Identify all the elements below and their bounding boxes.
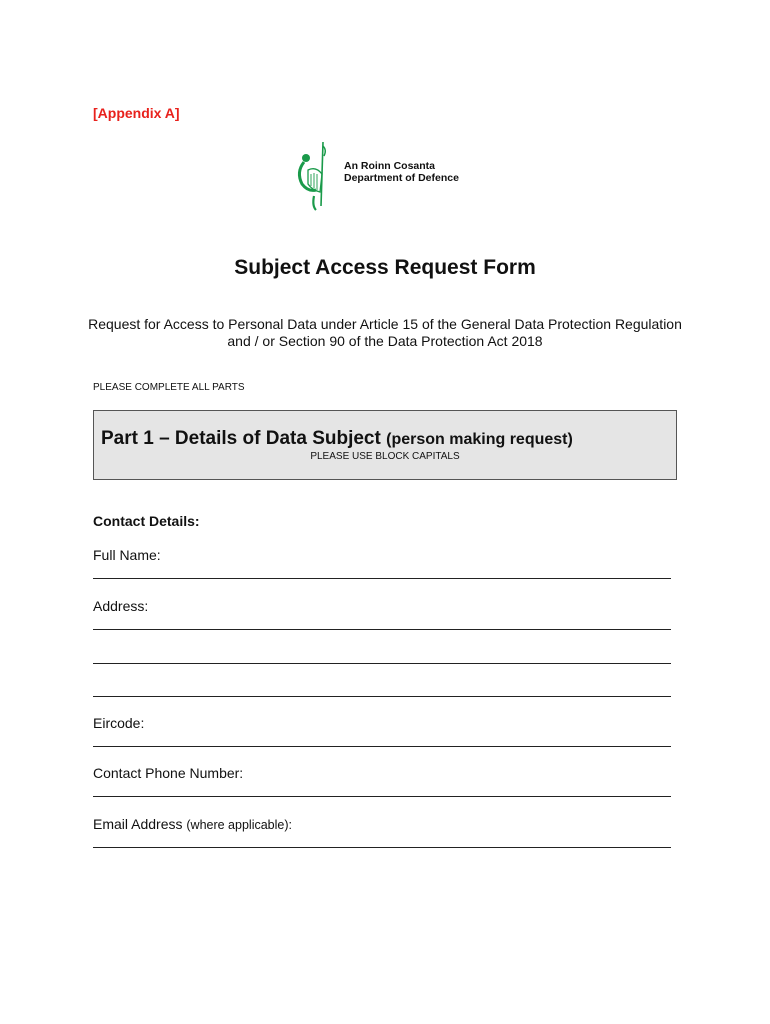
form-title: Subject Access Request Form <box>234 256 536 279</box>
email-label-text: Email Address <box>93 816 183 832</box>
eircode-label: Eircode: <box>93 715 145 731</box>
contact-details-heading: Contact Details: <box>93 513 200 529</box>
phone-field[interactable] <box>93 796 671 797</box>
harp-icon <box>290 140 344 212</box>
full-name-field[interactable] <box>93 578 671 579</box>
address-field-line-2[interactable] <box>93 663 671 664</box>
email-label <box>93 816 292 832</box>
department-logo <box>290 140 490 212</box>
part-1-heading-main: Part 1 – Details of Data Subject <box>101 428 381 449</box>
phone-label: Contact Phone Number: <box>93 765 244 781</box>
email-label-note: (where applicable): <box>186 818 292 832</box>
part-1-heading-note: (person making request) <box>386 431 573 448</box>
part-1-subheading: PLEASE USE BLOCK CAPITALS <box>310 451 460 462</box>
email-field[interactable] <box>93 847 671 848</box>
address-label: Address: <box>93 598 149 614</box>
part-1-header-box <box>93 410 677 480</box>
form-subtitle: Request for Access to Personal Data under Article 15 of the General Data Protection Regulation and / or Section 90 of the Data Protection Act 2018 <box>88 316 682 349</box>
department-name-english: Department of Defence <box>344 172 459 184</box>
appendix-label: [Appendix A] <box>93 105 180 121</box>
part-1-heading <box>101 428 573 450</box>
department-name-irish: An Roinn Cosanta <box>344 160 435 172</box>
address-field-line-1[interactable] <box>93 629 671 630</box>
department-name <box>344 160 459 184</box>
address-field-line-3[interactable] <box>93 696 671 697</box>
eircode-field[interactable] <box>93 746 671 747</box>
instruction-text: PLEASE COMPLETE ALL PARTS <box>93 382 245 393</box>
full-name-label: Full Name: <box>93 547 161 563</box>
